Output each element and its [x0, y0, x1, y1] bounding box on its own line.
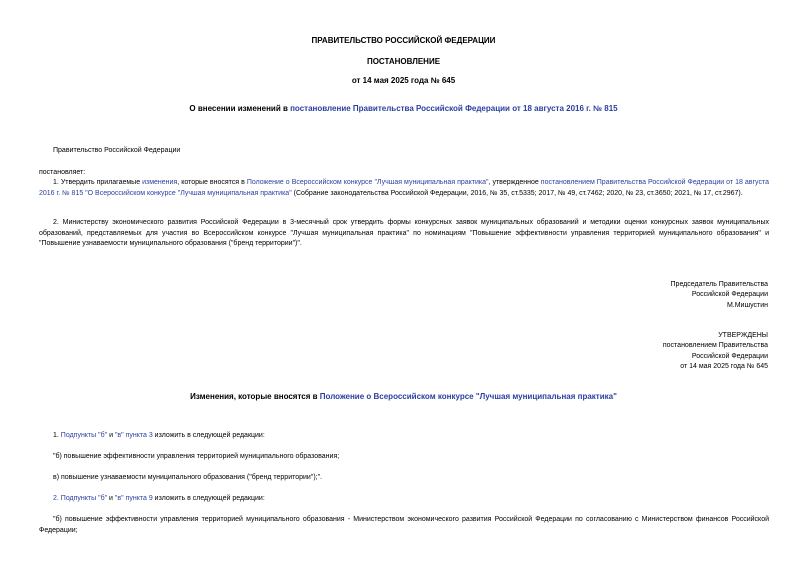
doc-date-number: от 14 мая 2025 года № 645 — [351, 76, 456, 85]
changes-link[interactable]: изменения — [142, 179, 178, 186]
changes-item-1-rest: изложить в следующей редакции: — [152, 432, 265, 439]
preamble-government: Правительство Российской Федерации — [53, 147, 181, 154]
changes-item-2 — [53, 494, 265, 504]
changes-item-1-mid: и — [107, 432, 115, 439]
changes-item-1-num: 1. — [53, 432, 61, 439]
item-3-link[interactable]: "в" пункта 3 — [114, 432, 153, 439]
changes-title-prefix: Изменения, которые вносятся в — [190, 392, 320, 401]
resolution-link[interactable]: постановлением Правительства Российской Федерации от 18 августа 2016 г. № 815 "О Всероссийском конкурсе "Лучшая муниципальная практика" — [39, 179, 769, 197]
signature-name: М.Мишустин — [726, 302, 768, 309]
changes-item-1 — [53, 431, 265, 441]
approval-resolution: постановлением Правительства — [662, 342, 768, 349]
subitem-b-link[interactable]: Подпункты "б" — [60, 432, 108, 439]
signature-position: Председатель Правительства — [670, 281, 768, 288]
org-heading: ПРАВИТЕЛЬСТВО РОССИЙСКОЙ ФЕДЕРАЦИИ — [311, 36, 496, 45]
doc-title — [0, 104, 807, 114]
paragraph-1 — [39, 178, 769, 199]
paragraph-1-text-d: (Собрание законодательства Российской Федерации, 2016, № 35, ст.5335; 2017, № 49, ст.7462; 2020, № 23, ст.3650; 2021, № 17, ст.2967). — [291, 189, 743, 197]
paragraph-2: 2. Министерству экономического развития Российской Федерации в 3-месячный срок утвердить формы конкурсных заявок муниципальных образований и методики оценки конкурсных заявок муниципальных образований, представляемых для участия во Всероссийском конкурсе "Лучшая муниципальная практика" по номинациям "Повышение эффективности управления территорией муниципального образования" и "Повышение узнаваемости муниципального образования ("бренд территории")". — [39, 219, 769, 247]
preamble-decides: постановляет: — [39, 169, 86, 176]
changes-title — [0, 392, 807, 402]
paragraph-1-text-b: , которые вносятся в — [177, 179, 247, 186]
paragraph-1-text-c: , утвержденное — [488, 179, 541, 186]
signature-country: Российской Федерации — [691, 291, 768, 298]
changes-item-2-b: "б) повышение эффективности управления территорией муниципального образования - Министерством экономического развития Российской Федерации по согласованию с Министерством финансов Российской Федерации; — [39, 516, 769, 534]
paragraph-1-text-a: 1. Утвердить прилагаемые — [53, 179, 143, 186]
item-2-subitem-b-link[interactable]: 2. Подпункты "б" — [53, 495, 108, 502]
approval-approved: УТВЕРЖДЕНЫ — [718, 332, 768, 339]
changes-item-2-rest: изложить в следующей редакции: — [152, 495, 265, 502]
changes-title-link[interactable]: Положение о Всероссийском конкурсе "Лучшая муниципальная практика" — [319, 392, 617, 401]
item-9-link[interactable]: "в" пункта 9 — [114, 495, 153, 502]
regulation-link[interactable]: Положение о Всероссийском конкурсе "Лучшая муниципальная практика" — [246, 179, 489, 186]
doc-title-link[interactable]: постановление Правительства Российской Федерации от 18 августа 2016 г. № 815 — [290, 104, 618, 113]
approval-country: Российской Федерации — [691, 353, 768, 360]
changes-item-2-mid: и — [107, 495, 115, 502]
approval-date: от 14 мая 2025 года № 645 — [680, 363, 768, 370]
changes-item-1-b: "б) повышение эффективности управления территорией муниципального образования; — [53, 453, 340, 460]
changes-item-1-c: в) повышение узнаваемости муниципального образования ("бренд территории");". — [53, 474, 323, 481]
doc-title-prefix: О внесении изменений в — [189, 104, 291, 113]
doc-type-heading: ПОСТАНОВЛЕНИЕ — [366, 57, 441, 66]
